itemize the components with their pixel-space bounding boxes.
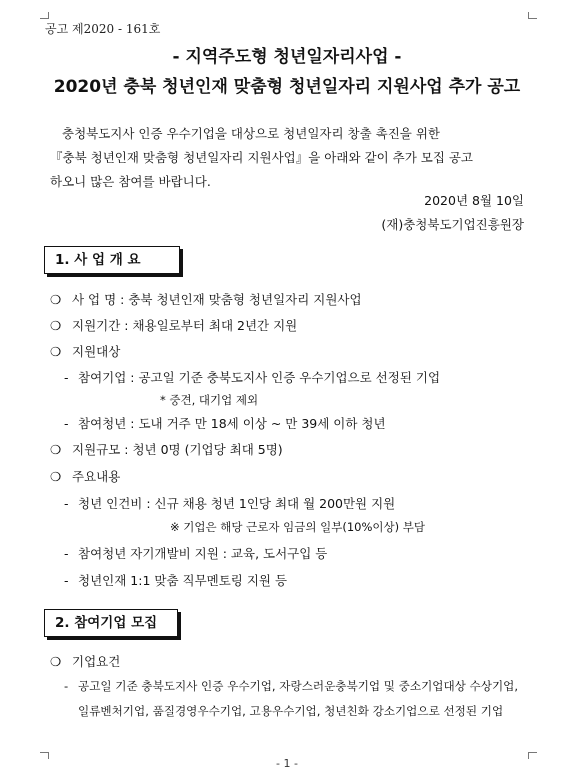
list-item-company-requirements: ❍ 기업요건 xyxy=(50,654,121,669)
dash-bullet: - xyxy=(64,573,69,588)
intro-line-1: 충청북도지사 인증 우수기업을 대상으로 청년일자리 창출 촉진을 위한 xyxy=(62,126,440,141)
page-number: - 1 - xyxy=(276,757,298,770)
sub-item-participating-company: - 참여기업 : 공고일 기준 충북도지사 인증 우수기업으로 선정된 기업 xyxy=(64,370,441,385)
title-line-1: - 지역주도형 청년일자리사업 - xyxy=(172,47,402,67)
section-1-heading: 1. 사 업 개 요 xyxy=(44,246,180,274)
sub-item-mentoring: - 청년인재 1:1 맞춤 직무멘토링 지원 등 xyxy=(64,573,288,588)
circle-bullet-icon: ❍ xyxy=(50,654,62,669)
sub-item-self-development: - 참여청년 자기개발비 지원 : 교육, 도서구입 등 xyxy=(64,546,328,561)
intro-line-2: 『충북 청년인재 맞춤형 청년일자리 지원사업』을 아래와 같이 추가 모집 공고 xyxy=(50,150,474,165)
crop-mark-top-right xyxy=(528,12,537,19)
list-item-project-name: ❍ 사 업 명 : 충북 청년인재 맞춤형 청년일자리 지원사업 xyxy=(50,292,362,307)
note-excluded-companies: * 중견, 대기업 제외 xyxy=(160,393,259,407)
list-item-support-scale: ❍ 지원규모 : 청년 0명 (기업당 최대 5명) xyxy=(50,442,283,457)
sub-item-labor-cost: - 청년 인건비 : 신규 채용 청년 1인당 최대 월 200만원 지원 xyxy=(64,496,396,511)
note-company-burden: ※ 기업은 해당 근로자 임금의 일부(10%이상) 부담 xyxy=(170,520,425,534)
list-item-support-target: ❍ 지원대상 xyxy=(50,344,121,359)
announcement-date: 2020년 8월 10일 xyxy=(424,193,524,208)
dash-bullet: - xyxy=(64,416,69,431)
circle-bullet-icon: ❍ xyxy=(50,292,62,307)
intro-line-3: 하오니 많은 참여를 바랍니다. xyxy=(50,174,211,189)
circle-bullet-icon: ❍ xyxy=(50,469,62,484)
intro-paragraph xyxy=(50,122,530,194)
sub-item-participating-youth: - 참여청년 : 도내 거주 만 18세 이상 ~ 만 39세 이하 청년 xyxy=(64,416,386,431)
circle-bullet-icon: ❍ xyxy=(50,344,62,359)
crop-mark-top-left xyxy=(40,12,49,19)
sub-item-eligible-companies: - 공고일 기준 충북도지사 인증 우수기업, 자랑스러운충북기업 및 중소기업대상 수상기업, xyxy=(64,679,519,693)
sub-item-eligible-companies-cont: 일류벤처기업, 품질경영우수기업, 고용우수기업, 청년친화 강소기업으로 선정된 기업 xyxy=(78,704,504,718)
title-line-2: 2020년 충북 청년인재 맞춤형 청년일자리 지원사업 추가 공고 xyxy=(53,77,521,97)
section-2-heading: 2. 참여기업 모집 xyxy=(44,609,178,637)
dash-bullet: - xyxy=(64,679,69,693)
list-item-support-period: ❍ 지원기간 : 채용일로부터 최대 2년간 지원 xyxy=(50,318,298,333)
dash-bullet: - xyxy=(64,370,69,385)
issuing-organization: (재)충청북도기업진흥원장 xyxy=(381,217,524,232)
document-number: 공고 제2020 - 161호 xyxy=(45,22,161,36)
dash-bullet: - xyxy=(64,546,69,561)
list-item-main-content: ❍ 주요내용 xyxy=(50,469,121,484)
dash-bullet: - xyxy=(64,496,69,511)
circle-bullet-icon: ❍ xyxy=(50,442,62,457)
circle-bullet-icon: ❍ xyxy=(50,318,62,333)
